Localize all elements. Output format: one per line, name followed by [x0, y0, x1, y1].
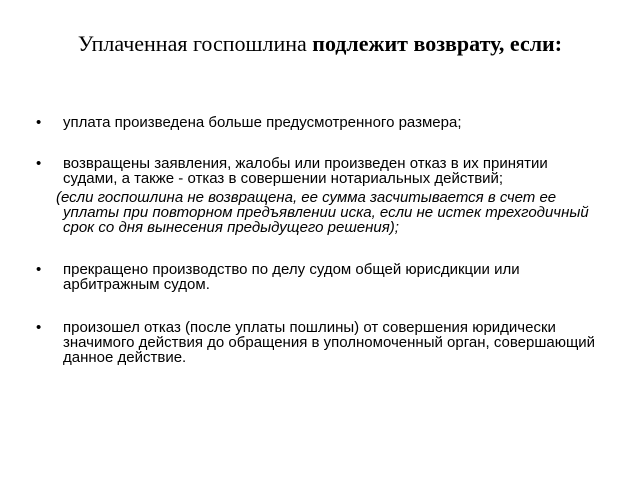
slide-title — [0, 30, 640, 58]
bullet-marker: • — [36, 319, 42, 336]
list-item — [36, 320, 606, 365]
list-item — [36, 156, 606, 186]
list-item-text: возвращены заявления, жалобы или произведен отказ в их принятии судами, а также - отказ в совершении нотариальных действий; — [63, 155, 548, 187]
bullet-marker: • — [36, 114, 42, 131]
bullet-marker: • — [36, 155, 42, 172]
bullet-list — [36, 115, 606, 365]
title-regular-part: Уплаченная госпошлина — [77, 31, 313, 56]
list-item-text: прекращено производство по делу судом общей юрисдикции или арбитражным судом. — [63, 261, 520, 293]
note-text: (если госпошлина не возвращена, ее сумма засчитывается в счет ее уплаты при повторном предъявлении иска, если не истек трехгодичный срок со дня вынесения предыдущего решения); — [56, 189, 589, 236]
list-item-text: уплата произведена больше предусмотренного размера; — [63, 114, 462, 131]
bullet-marker: • — [36, 261, 42, 278]
list-item-text: произошел отказ (после уплаты пошлины) от совершения юридически значимого действия до обращения в уполномоченный орган, совершающий данное действие. — [63, 319, 596, 366]
title-bold-part: подлежит возврату, если: — [312, 31, 563, 56]
list-item — [36, 115, 606, 130]
list-item — [36, 262, 606, 292]
